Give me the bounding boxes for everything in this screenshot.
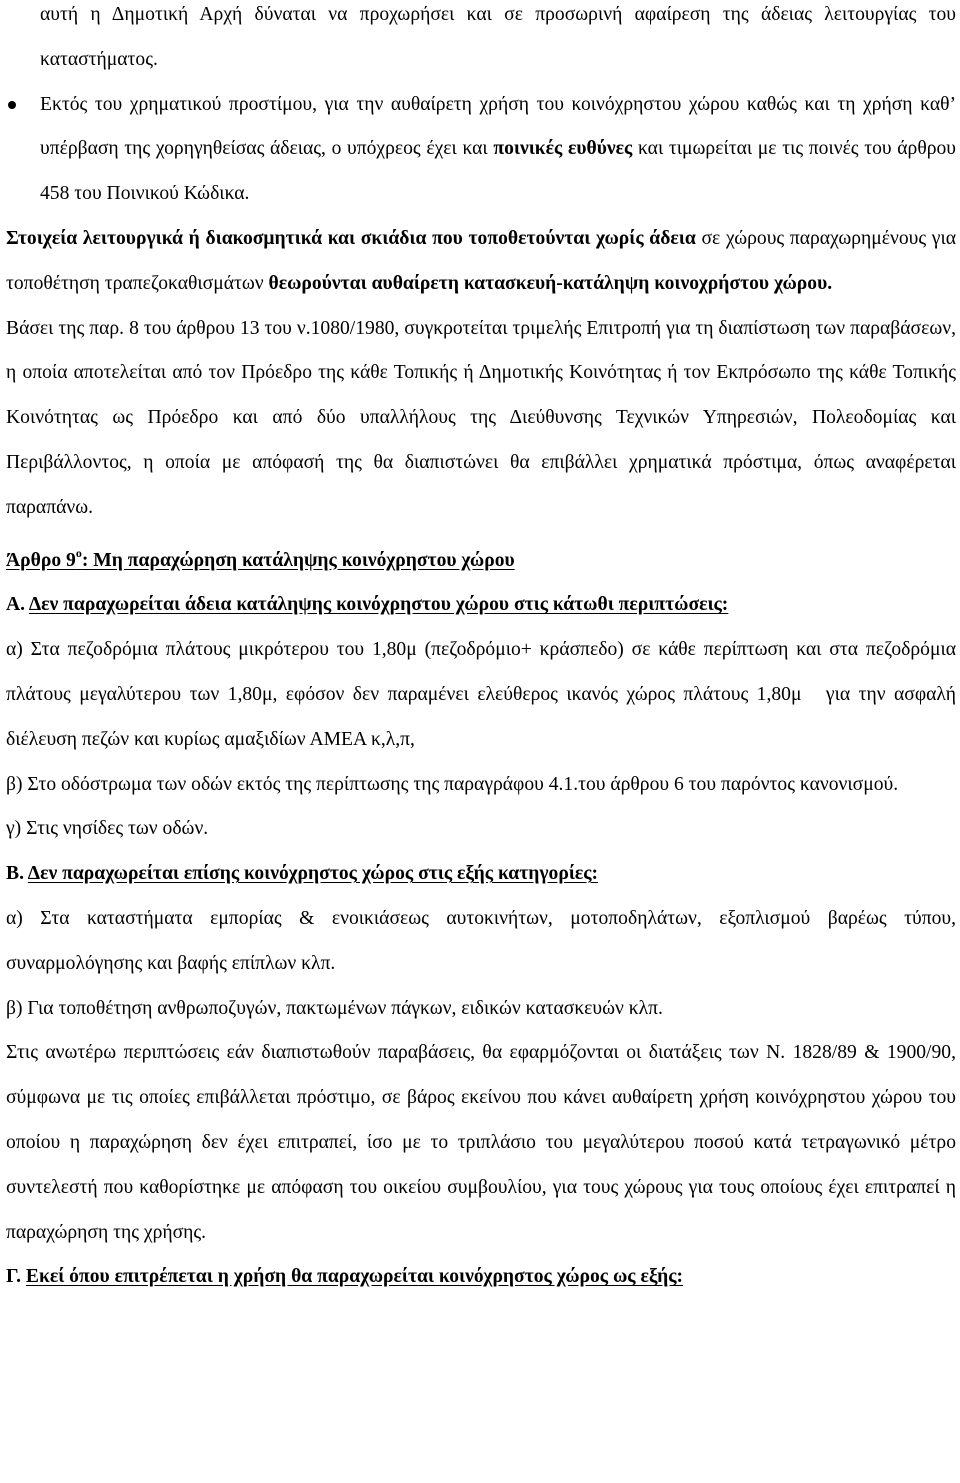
section-c-heading: [6, 1255, 956, 1300]
article-title: : Μη παραχώρηση κατάληψης κοινόχρηστου χώρου: [81, 549, 515, 571]
article-prefix: Άρθρο 9: [6, 549, 76, 571]
section-c-letter: Γ.: [6, 1266, 26, 1288]
section-a-title: Δεν παραχωρείται άδεια κατάληψης κοινόχρηστου χώρου στις κάτωθι περιπτώσεις:: [28, 594, 729, 616]
bullet-bold-text: ποινικές ευθύνες: [493, 138, 633, 160]
section-b-letter: Β.: [6, 863, 28, 885]
elements-bold-1: Στοιχεία λειτουργικά ή διακοσμητικά και σκιάδια που τοποθετούνται χωρίς άδεια: [6, 227, 696, 249]
elements-bold-2: θεωρούνται αυθαίρετη κατασκευή-κατάληψη κοινοχρήστου χώρου.: [268, 272, 833, 294]
section-b-heading: [6, 852, 956, 897]
bullet-icon: [8, 101, 16, 109]
article-sup: ο: [75, 545, 82, 560]
document-body: [6, 0, 956, 1300]
elements-text: σε χώρους παραχωρημένους για τοποθέτηση τραπεζοκαθισμάτων: [6, 227, 956, 294]
section-b-item-a: α) Στα καταστήματα εμπορίας & ενοικιάσεως αυτοκινήτων, μοτοποδηλάτων, εξοπλισμού βαρέως τύπου, συναρμολόγησης και βαφής επίπλων κλπ.: [6, 907, 956, 974]
section-a-letter: Α.: [6, 594, 29, 616]
bullet-text-1: Εκτός του χρηματικού προστίμου, για την αυθαίρετη χρήση του κοινόχρηστου χώρου καθώς και τη χρήση καθ’ υπέρβαση της χορηγηθείσας άδειας, ο υπόχρεος έχει και: [40, 93, 956, 160]
section-a-item-a: [6, 628, 956, 762]
section-b-closing: Στις ανωτέρω περιπτώσεις εάν διαπιστωθούν παραβάσεις, θα εφαρμόζονται οι διατάξεις των Ν. 1828/89 & 1900/90, σύμφωνα με τις οποίες επιβάλλεται πρόστιμο, σε βάρος εκείνου που κάνει αυθαίρετη χρήση κοινόχρηστου χώρου του οποίου η παραχώρηση δεν έχει επιτραπεί, ίσο με το τριπλάσιο του μεγαλύτερου ποσού κατά τετραγωνικό μέτρο συντελεστή που καθορίστηκε με απόφαση του οικείου συμβουλίου, για τους χώρους για τους οποίους έχει επιτραπεί η παραχώρηση της χρήσης.: [6, 1042, 956, 1243]
section-b-title: Δεν παραχωρείται επίσης κοινόχρηστος χώρος στις εξής κατηγορίες:: [27, 863, 599, 885]
section-a-item-a-part1: α) Στα πεζοδρόμια πλάτους μικρότερου του 1,80μ (πεζοδρόμιο+ κράσπεδο) σε κάθε περίπτωση και στα πεζοδρόμια πλάτους μεγαλύτερου των 1,80μ, εφόσον δεν παραμένει ελεύθερος ικανός χώρος πλάτους 1,80μ: [6, 639, 956, 705]
article-heading: [6, 531, 956, 584]
section-c-title: Εκεί όπου επιτρέπεται η χρήση θα παραχωρείται κοινόχρηστος χώρος ως εξής:: [25, 1266, 684, 1288]
continuation-paragraph: αυτή η Δημοτική Αρχή δύναται να προχωρήσει και σε προσωρινή αφαίρεση της άδειας λειτουργίας του καταστήματος.: [40, 4, 956, 70]
section-a-heading: [6, 583, 956, 628]
section-a-item-c: γ) Στις νησίδες των οδών.: [6, 818, 209, 840]
section-a-item-a-part2: για την ασφαλή διέλευση πεζών και κυρίως αμαξιδίων ΑΜΕΑ κ,λ,π,: [6, 683, 956, 750]
bullet-text-2: και τιμωρείται με τις ποινές του άρθρου 458 του Ποινικού Κώδικα.: [40, 138, 956, 205]
committee-paragraph: Βάσει της παρ. 8 του άρθρου 13 του ν.1080/1980, συγκροτείται τριμελής Επιτροπή για τη διαπίστωση των παραβάσεων, η οποία αποτελείται από τον Πρόεδρο της κάθε Τοπικής ή Δημοτικής Κοινότητας ή τον Εκπρόσωπο της κάθε Τοπικής Κοινότητας ως Πρόεδρο και από δύο υπαλλήλους της Διεύθυνσης Τεχνικών Υπηρεσιών, Πολεοδομίας και Περιβάλλοντος, η οποία με απόφασή της θα διαπιστώνει θα επιβάλλει χρηματικά πρόστιμα, όπως αναφέρεται παραπάνω.: [6, 317, 956, 518]
bullet-paragraph: [6, 83, 956, 217]
elements-paragraph: [6, 217, 956, 307]
section-a-item-b: β) Στο οδόστρωμα των οδών εκτός της περίπτωσης της παραγράφου 4.1.του άρθρου 6 του παρόντος κανονισμού.: [6, 773, 899, 795]
section-b-item-b: β) Για τοποθέτηση ανθρωποζυγών, πακτωμένων πάγκων, ειδικών κατασκευών κλπ.: [6, 997, 663, 1019]
